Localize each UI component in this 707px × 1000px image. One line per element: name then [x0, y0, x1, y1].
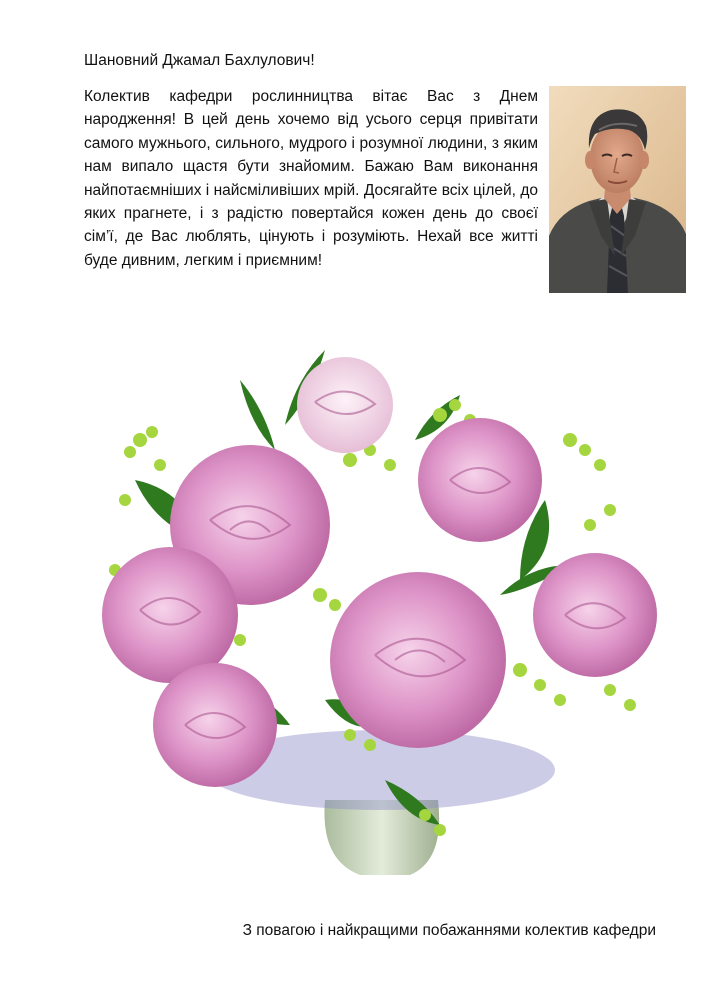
greeting: Шановний Джамал Бахлулович!: [84, 52, 315, 69]
portrait-photo: [549, 86, 686, 293]
peony-bouquet-image: [90, 340, 660, 890]
signature: З повагою і найкращими побажаннями колектив кафедри: [242, 922, 656, 939]
congratulation-message: Колектив кафедри рослинництва вітає Вас з Днем народження! В цей день хочемо від усього серця привітати самого мужнього, сильного, мудрого і розумної людини, з яким нам випало щастя бути знайомим. Бажаю Вам виконання найпотаємніших і найсміливіших мрій. Досягайте всіх цілей, до яких прагнете, і з радістю повертайся кожен день до своєї сім’ї, де Вас люблять, цінують і розуміють. Нехай все житті буде дивним, легким і приємним!: [84, 88, 538, 269]
